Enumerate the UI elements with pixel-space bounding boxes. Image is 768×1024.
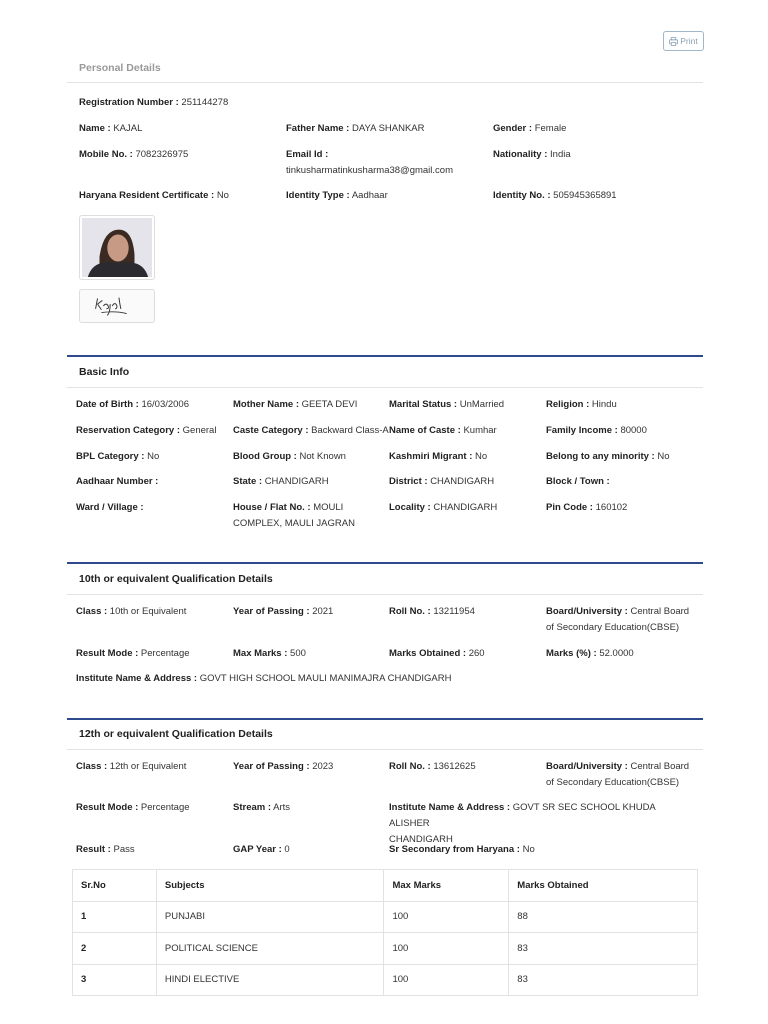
- table-row: [73, 933, 698, 965]
- divider: [67, 594, 703, 595]
- cell-max-marks: 100: [384, 901, 509, 933]
- tenth-class-field: Class : 10th or Equivalent: [76, 606, 187, 617]
- district-field: District : CHANDIGARH: [389, 476, 495, 487]
- nationality-field: Nationality : India: [493, 149, 571, 160]
- minority-field: Belong to any minority : No: [546, 451, 670, 462]
- cell-max-marks: 100: [384, 933, 509, 965]
- twelfth-roll-field: Roll No. : 13612625: [389, 761, 476, 772]
- sr-secondary-haryana-field: Sr Secondary from Haryana : No: [389, 844, 535, 855]
- cell-marks-obtained: 83: [509, 933, 698, 965]
- cell-max-marks: 100: [384, 964, 509, 996]
- section-accent-bar: [67, 562, 703, 564]
- tenth-max-marks-field: Max Marks : 500: [233, 648, 306, 659]
- dob-field: Date of Birth : 16/03/2006: [76, 399, 189, 410]
- gender-field: Gender : Female: [493, 123, 567, 134]
- personal-details-title: Personal Details: [79, 62, 161, 74]
- table-row: [73, 901, 698, 933]
- section-accent-bar: [67, 355, 703, 357]
- cell-subject: PUNJABI: [156, 901, 384, 933]
- table-header-row: [73, 870, 698, 902]
- aadhaar-field: Aadhaar Number :: [76, 476, 159, 487]
- cell-marks-obtained: 88: [509, 901, 698, 933]
- divider: [67, 82, 703, 83]
- twelfth-result-field: Result : Pass: [76, 844, 135, 855]
- bpl-field: BPL Category : No: [76, 451, 160, 462]
- cell-sr-no: 3: [73, 964, 157, 996]
- table-row: [73, 964, 698, 996]
- locality-field: Locality : CHANDIGARH: [389, 502, 498, 513]
- print-label: Print: [680, 36, 698, 46]
- twelfth-details-title: 12th or equivalent Qualification Details: [79, 728, 273, 740]
- candidate-signature: [79, 289, 155, 323]
- cell-sr-no: 2: [73, 933, 157, 965]
- caste-category-field: Caste Category : Backward Class-A: [233, 425, 389, 436]
- reservation-field: Reservation Category : General: [76, 425, 217, 436]
- candidate-photo: [79, 215, 155, 280]
- name-field: Name : KAJAL: [79, 123, 143, 134]
- mother-name-field: Mother Name : GEETA DEVI: [233, 399, 358, 410]
- tenth-roll-field: Roll No. : 13211954: [389, 606, 475, 617]
- header-sr-no: Sr.No: [73, 870, 157, 902]
- pin-code-field: Pin Code : 160102: [546, 502, 628, 513]
- cell-subject: HINDI ELECTIVE: [156, 964, 384, 996]
- house-flat-field: House / Flat No. : MOULI COMPLEX, MAULI JAGRAN: [233, 502, 355, 529]
- print-button[interactable]: [663, 31, 704, 51]
- cell-marks-obtained: 83: [509, 964, 698, 996]
- identity-no-field: Identity No. : 505945365891: [493, 190, 617, 201]
- divider: [67, 387, 703, 388]
- twelfth-stream-field: Stream : Arts: [233, 802, 291, 813]
- tenth-obtained-field: Marks Obtained : 260: [389, 648, 485, 659]
- tenth-institute-field: Institute Name & Address : GOVT HIGH SCHOOL MAULI MANIMAJRA CHANDIGARH: [76, 673, 452, 684]
- haryana-certificate-field: Haryana Resident Certificate : No: [79, 190, 229, 201]
- ward-village-field: Ward / Village :: [76, 502, 144, 513]
- tenth-result-mode-field: Result Mode : Percentage: [76, 648, 190, 659]
- tenth-year-field: Year of Passing : 2021: [233, 606, 334, 617]
- header-max-marks: Max Marks: [384, 870, 509, 902]
- family-income-field: Family Income : 80000: [546, 425, 647, 436]
- father-name-field: Father Name : DAYA SHANKAR: [286, 123, 425, 134]
- registration-field: Registration Number : 251144278: [79, 97, 229, 108]
- twelfth-class-field: Class : 12th or Equivalent: [76, 761, 187, 772]
- block-town-field: Block / Town :: [546, 476, 610, 487]
- section-accent-bar: [67, 718, 703, 720]
- caste-name-field: Name of Caste : Kumhar: [389, 425, 497, 436]
- twelfth-year-field: Year of Passing : 2023: [233, 761, 334, 772]
- email-field: Email Id : tinkusharmatinkusharma38@gmail.com: [286, 149, 453, 176]
- kashmiri-migrant-field: Kashmiri Migrant : No: [389, 451, 488, 462]
- state-field: State : CHANDIGARH: [233, 476, 329, 487]
- cell-subject: POLITICAL SCIENCE: [156, 933, 384, 965]
- basic-info-title: Basic Info: [79, 366, 130, 378]
- marital-status-field: Marital Status : UnMarried: [389, 399, 505, 410]
- printer-icon: [669, 37, 678, 46]
- twelfth-institute-field: Institute Name & Address : GOVT SR SEC SCHOOL KHUDA ALISHER CHANDIGARH: [389, 802, 656, 845]
- tenth-percent-field: Marks (%) : 52.0000: [546, 648, 634, 659]
- mobile-field: Mobile No. : 7082326975: [79, 149, 189, 160]
- subject-marks-table: [72, 869, 698, 996]
- religion-field: Religion : Hindu: [546, 399, 617, 410]
- twelfth-board-field: Board/University : Central Board of Secondary Education(CBSE): [546, 761, 690, 788]
- twelfth-result-mode-field: Result Mode : Percentage: [76, 802, 190, 813]
- divider: [67, 749, 703, 750]
- twelfth-gap-year-field: GAP Year : 0: [233, 844, 290, 855]
- header-marks-obtained: Marks Obtained: [509, 870, 698, 902]
- blood-group-field: Blood Group : Not Known: [233, 451, 346, 462]
- tenth-details-title: 10th or equivalent Qualification Details: [79, 573, 273, 585]
- tenth-board-field: Board/University : Central Board of Secondary Education(CBSE): [546, 606, 690, 633]
- cell-sr-no: 1: [73, 901, 157, 933]
- header-subjects: Subjects: [156, 870, 384, 902]
- identity-type-field: Identity Type : Aadhaar: [286, 190, 388, 201]
